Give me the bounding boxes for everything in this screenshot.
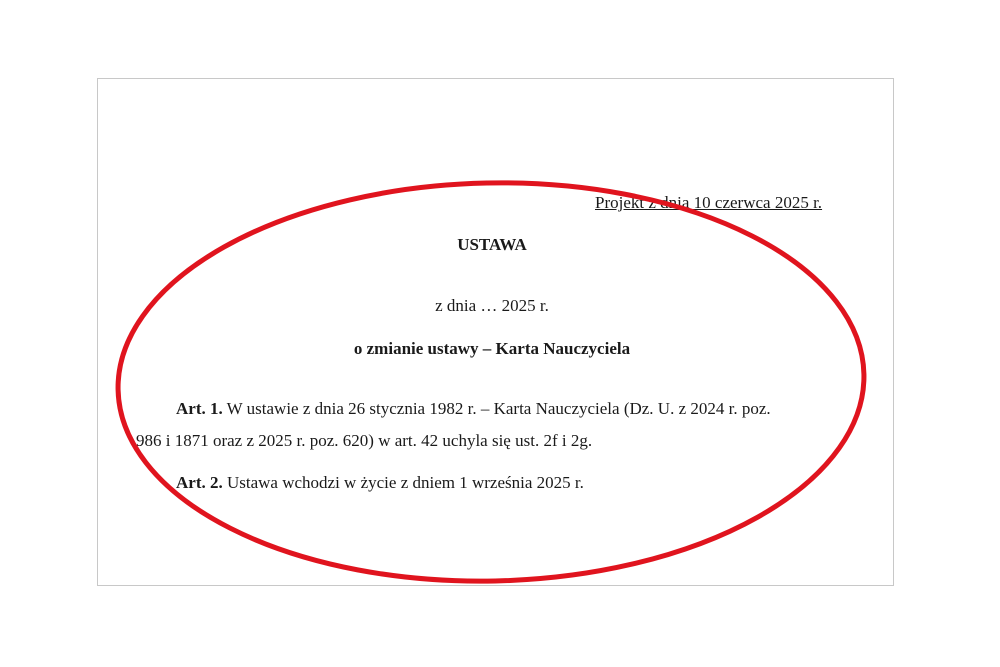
act-title: USTAWA bbox=[457, 235, 527, 254]
article-1-second-line: 986 i 1871 oraz z 2025 r. poz. 620) w art. 42 uchyla się ust. 2f i 2g. bbox=[136, 431, 593, 450]
article-1-text-line1: W ustawie z dnia 26 stycznia 1982 r. – Karta Nauczyciela (Dz. U. z 2024 r. poz. bbox=[222, 399, 771, 418]
article-1-first-line bbox=[176, 399, 771, 419]
article-2-label: Art. 2. bbox=[176, 473, 223, 492]
article-2-text: Ustawa wchodzi w życie z dniem 1 września 2025 r. bbox=[222, 473, 584, 492]
act-subject: o zmianie ustawy – Karta Nauczyciela bbox=[353, 339, 631, 358]
draft-date-note: Projekt z dnia 10 czerwca 2025 r. bbox=[595, 193, 823, 212]
article-2 bbox=[176, 473, 584, 493]
act-date-line: z dnia … 2025 r. bbox=[435, 296, 549, 315]
document-page bbox=[97, 78, 894, 586]
article-1-label: Art. 1. bbox=[176, 399, 223, 418]
